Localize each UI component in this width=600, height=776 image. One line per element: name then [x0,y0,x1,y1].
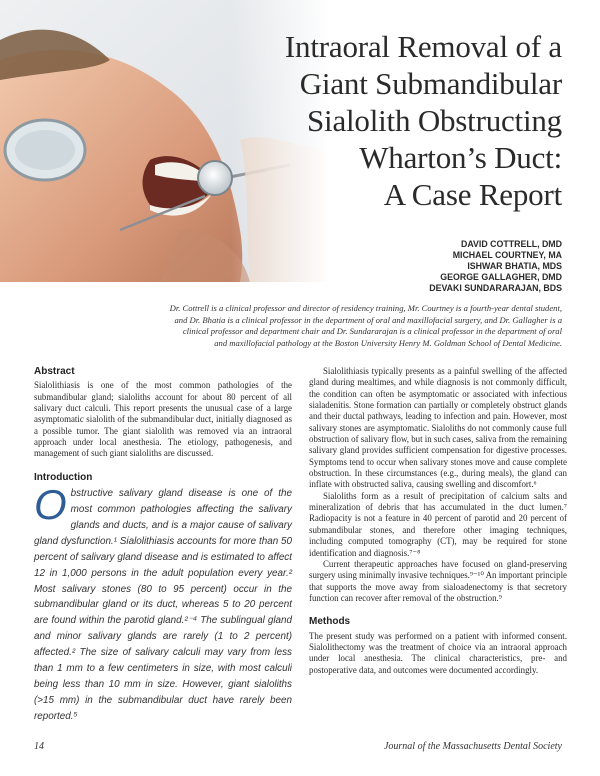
body-paragraph: Sialoliths form as a result of precipitation of calcium salts and mineralization of debris that has accumulated in the duct lumen.⁷ Radiopacity is not a feature in 40 percent of parotid and 20 percent of submandibular stones, and therefore other imaging techniques, including computed tomography (CT), may be required for stone identification and diagnosis.⁷⁻⁸ [309,490,567,558]
author: GEORGE GALLAGHER, DMD [440,272,562,282]
title-line: Wharton’s Duct: [359,140,562,175]
author: DAVID COTTRELL, DMD [461,239,562,249]
body-paragraph: Sialolithiasis typically presents as a painful swelling of the affected gland during mealtimes, and while diagnosis is not commonly difficult, the condition can often be asymptomatic or associated with infectious sialadenitis. Stone formation can partially or completely obstruct glands and their ductal pathways, leading to infection and pain. However, most salivary stones are asymptomatic. Sialoliths do not commonly cause full obstruction of salivary flow, but in such cases, saliva from the remaining salivary gland provides sufficient compensation for digestive processes. Symptoms tend to occur when salivary stones move and cause complete obstruction. In these circumstances (e.g., during meals), the gland can inflate with obstructed saliva, causing swelling and discomfort.⁶ [309,366,567,490]
author-affiliations [20,303,562,349]
drop-cap: O [34,481,67,529]
author: MICHAEL COURTNEY, MA [452,250,562,260]
affiliation-line: clinical professor and department chair and Dr. Sundararajan is a clinical professor in the department of oral [182,326,562,337]
title-line: Intraoral Removal of a [284,29,562,64]
abstract-text: Sialolithiasis is one of the most common pathologies of the submandibular gland; sialoliths account for about 80 percent of all salivary duct calculi. This report presents the unusual case of a large asymptomatic sialolith of the submandibular duct, initially diagnosed as a possible tumor. The giant sialolith was removed via an intraoral approach under local anesthesia. The etiology, pathogenesis, and management of such giant sialoliths are discussed. [34,380,292,459]
affiliation-line: and maxillofacial pathology at the Boston University Henry M. Goldman School of Dental Medicine. [214,337,562,348]
body-paragraph: Current therapeutic approaches have focused on gland-preserving surgery using minimally invasive techniques.⁹⁻¹⁰ An important principle that supports the move away from sialoadenectomy is that secretory function can recover after removal of the obstruction.⁹ [309,558,567,603]
author: DEVAKI SUNDARARAJAN, BDS [429,283,562,293]
author: ISHWAR BHATIA, MDS [467,261,562,271]
introduction-text: bstructive salivary gland disease is one of the most common pathologies affecting the salivary glands and ducts, and is a major cause of salivary gland dysfunction.¹ Sialolithiasis accounts for more than 50 percent of salivary gland disease and is estimated to affect 12 in 1,000 persons in the adult population every year.² Most salivary stones (80 to 95 percent) occur in the submandibular gland or its duct, whereas 5 to 20 percent are found within the parotid gland.²⁻⁴ The sublingual gland and minor salivary glands are rarely (1 to 2 percent) affected.² The size of salivary calculi may vary from less than 1 mm to a few centimeters in size, with most calculi being less than 10 mm in size. However, giant sialoliths (>15 mm) in the submandibular duct have rarely been reported.⁵ [34,488,292,722]
methods-heading: Methods [309,616,351,628]
methods-text: The present study was performed on a patient with informed consent. Sialolithectomy was the treatment of choice via an intraoral approach under local anesthesia. The clinical characteristics, pre- and postoperative data, and outcomes were documented accordingly. [309,630,567,675]
introduction-heading: Introduction [34,471,93,483]
article-title [202,28,562,213]
abstract-heading: Abstract [34,366,75,377]
title-line: Giant Submandibular [299,66,562,101]
title-line: Sialolith Obstructing [307,103,562,138]
journal-name: Journal of the Massachusetts Dental Society [383,741,562,752]
left-column [34,366,292,725]
introduction-body [34,481,292,725]
right-column [309,366,567,676]
affiliation-line: Dr. Cottrell is a clinical professor and director of residency training, Mr. Courtney is a fourth-year dental student, [169,303,562,313]
author-list [429,239,562,294]
page-number: 14 [34,741,44,752]
affiliation-line: and Dr. Bhatia is a clinical professor in the department of oral and maxillofacial surgery, and Dr. Gallagher is a [174,314,562,325]
title-line: A Case Report [383,177,562,212]
